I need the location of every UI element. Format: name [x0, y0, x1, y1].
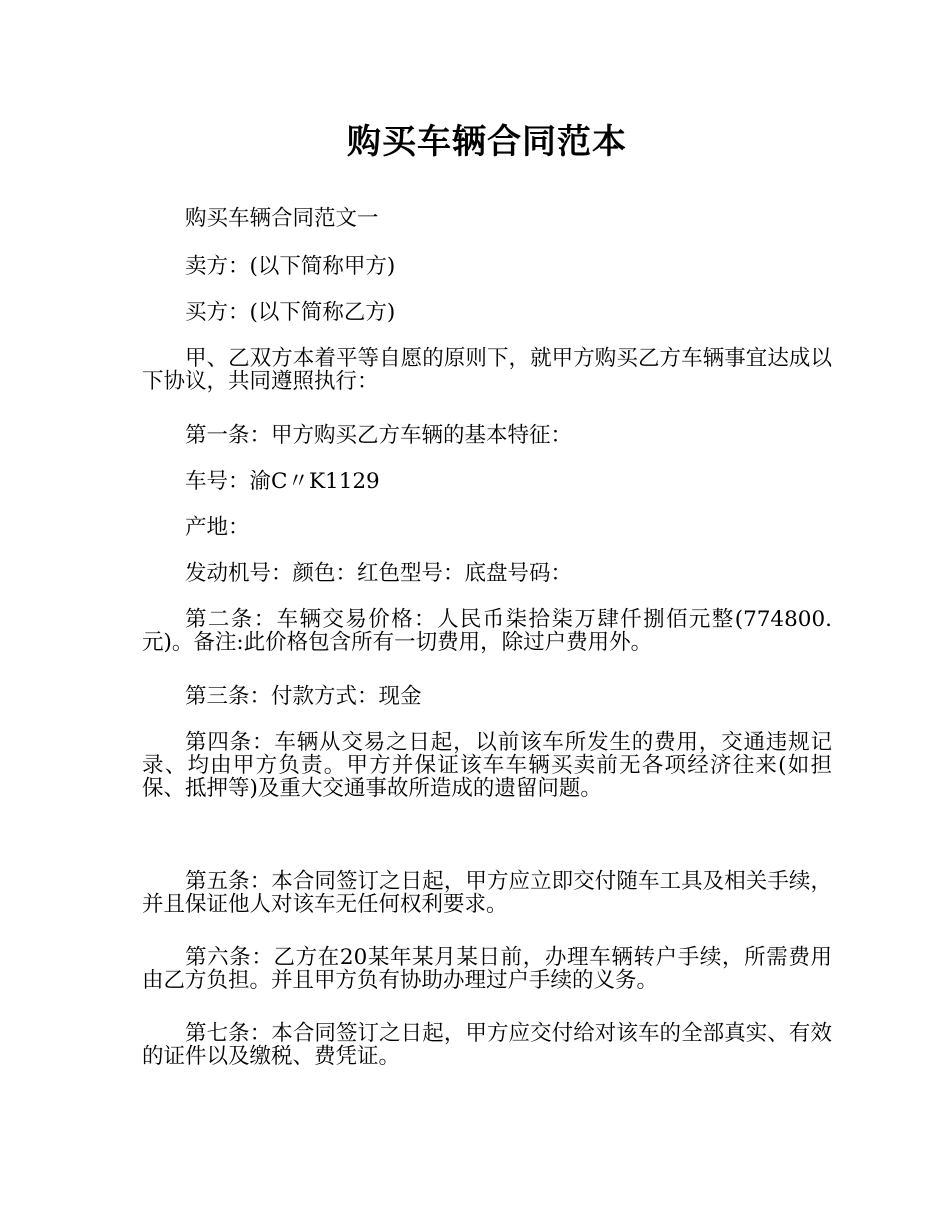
paragraph-origin: 产地： — [185, 515, 250, 540]
paragraph-article-1: 第一条：甲方购买乙方车辆的基本特征： — [185, 423, 573, 448]
paragraph-article-6: 第六条：乙方在20某年某月某日前，办理车辆转户手续，所需费用由乙方负担。并且甲方负有协助办理过户手续的义务。 — [142, 945, 832, 993]
paragraph-article-2: 第二条：车辆交易价格：人民币柒拾柒万肆仟捌佰元整(774800.元)。备注:此价格包含所有一切费用，除过户费用外。 — [142, 607, 832, 655]
paragraph-buyer: 买方：(以下简称乙方) — [185, 300, 396, 325]
paragraph-article-4: 第四条：车辆从交易之日起，以前该车所发生的费用，交通违规记录、均由甲方负责。甲方并保证该车车辆买卖前无各项经济往来(如担保、抵押等)及重大交通事故所造成的遗留问题。 — [142, 730, 832, 801]
paragraph-article-3: 第三条：付款方式：现金 — [185, 684, 422, 709]
document-title: 购买车辆合同范本 — [347, 122, 627, 162]
paragraph-plate-number: 车号：渝C〃K1129 — [185, 469, 380, 494]
paragraph-heading-version: 购买车辆合同范文一 — [185, 206, 379, 231]
paragraph-engine-color-model: 发动机号：颜色：红色型号：底盘号码： — [185, 561, 573, 586]
paragraph-article-7: 第七条：本合同签订之日起，甲方应交付给对该车的全部真实、有效的证件以及缴税、费凭证。 — [142, 1021, 832, 1069]
paragraph-seller: 卖方：(以下简称甲方) — [185, 254, 396, 279]
paragraph-preamble: 甲、乙双方本着平等自愿的原则下，就甲方购买乙方车辆事宜达成以下协议，共同遵照执行： — [142, 346, 832, 394]
paragraph-article-5: 第五条：本合同签订之日起，甲方应立即交付随车工具及相关手续，并且保证他人对该车无任何权利要求。 — [142, 869, 832, 917]
